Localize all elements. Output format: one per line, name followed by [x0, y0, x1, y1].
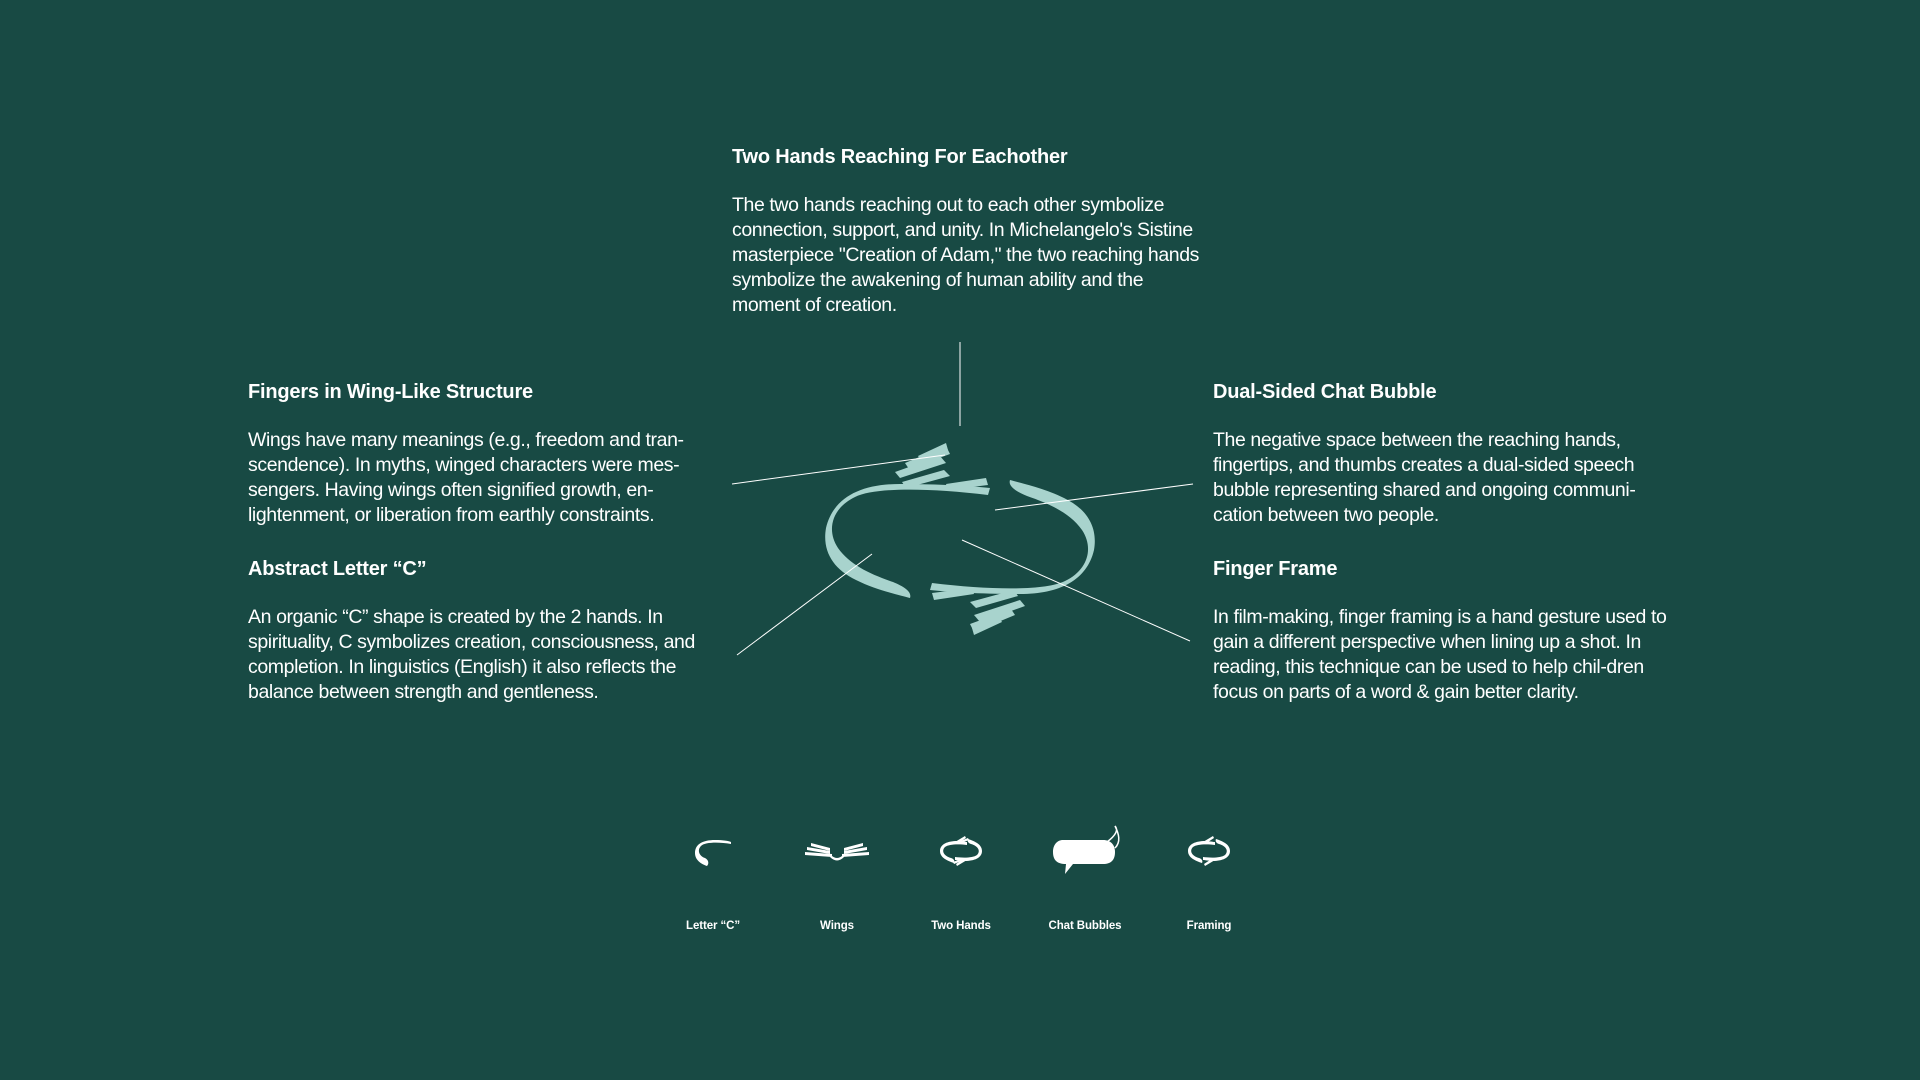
- section-body: An organic “C” shape is created by the 2 hands. In spirituality, C symbolizes creation, consciousness, and completion. In linguistics (English) it also reflects the balance between strength and gentleness.: [248, 606, 695, 703]
- icon-label: Letter “C”: [686, 920, 740, 932]
- section-body: The negative space between the reaching hands, fingertips, and thumbs creates a dual-sided speech bubble representing shared and ongoing communi-cation between two people.: [1213, 429, 1636, 526]
- two-hands-icon: [931, 820, 991, 880]
- section-title: Two Hands Reaching For Eachother: [732, 146, 1068, 168]
- wings-icon: [802, 820, 872, 880]
- icon-framing: [1149, 820, 1269, 880]
- lower-hand: [930, 480, 1095, 594]
- icon-chat-bubbles: [1025, 820, 1145, 884]
- section-body: Wings have many meanings (e.g., freedom and tran-scendence). In myths, winged characters were mes-sengers. Having wings often signified growth, en-lightenment, or liberation from earthly constraints.: [248, 429, 684, 526]
- icon-wings: [777, 820, 897, 880]
- icon-label: Wings: [820, 920, 854, 932]
- section-body: In film-making, finger framing is a hand gesture used to gain a different perspective when lining up a shot. In reading, this technique can be used to help chil-dren focus on parts of a word & gain better clarity.: [1213, 606, 1667, 703]
- section-title: Fingers in Wing-Like Structure: [248, 381, 533, 403]
- icon-label: Two Hands: [931, 920, 991, 932]
- chat-bubbles-icon: [1045, 820, 1125, 884]
- icon-letter-c: [653, 820, 773, 880]
- icon-label: Framing: [1186, 920, 1232, 932]
- section-title: Abstract Letter “C”: [248, 558, 427, 580]
- two-hands-logo: [825, 443, 1095, 635]
- icon-label: Chat Bubbles: [1048, 920, 1122, 932]
- letter-c-icon: [683, 820, 743, 880]
- section-title: Dual-Sided Chat Bubble: [1213, 381, 1437, 403]
- callout-lines: [732, 342, 1193, 655]
- section-body: The two hands reaching out to each other symbolize connection, support, and unity. In Michelangelo's Sistine masterpiece "Creation of Adam," the two reaching hands symbolize the awakening of human ability and the moment of creation.: [732, 194, 1200, 316]
- icon-two-hands: [901, 820, 1021, 880]
- section-title: Finger Frame: [1213, 558, 1338, 580]
- framing-icon: [1179, 820, 1239, 880]
- callout-line: [737, 554, 872, 655]
